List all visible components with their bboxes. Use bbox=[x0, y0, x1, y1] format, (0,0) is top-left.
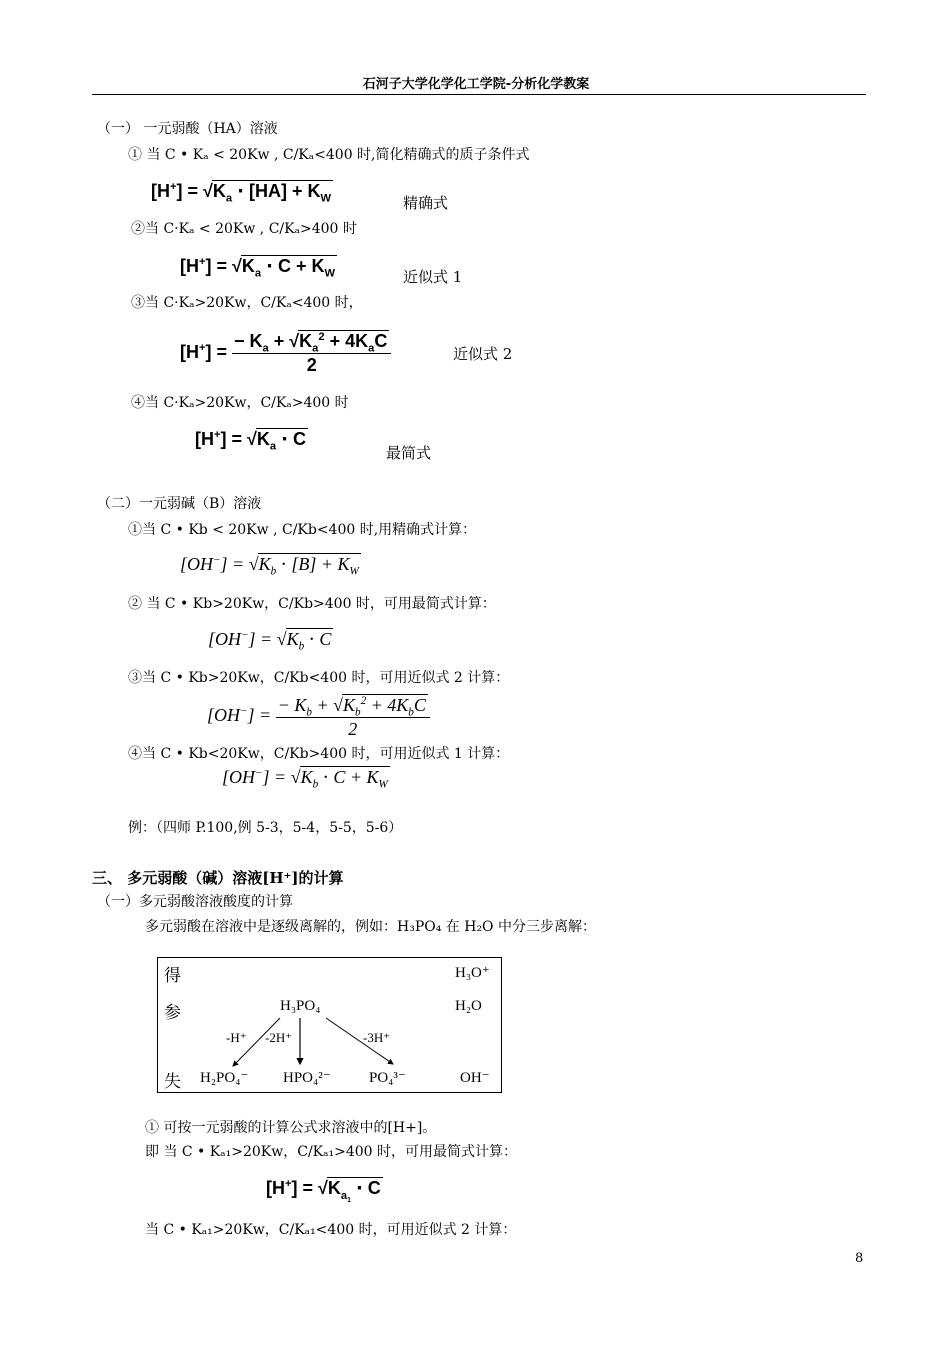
formula-base-approx2: [OH−] = $\frac{- K_b + √K_b^2 + 4K_bC}{2}$ bbox=[207, 694, 430, 740]
formula-acid-approx1: $[H^+] = √K_a \cdot C + K_W$ bbox=[180, 256, 336, 280]
sec3-point-3: 当 C • Kₐ₁>20Kᴡ，C/Kₐ₁<400 时，可用近似式 2 计算： bbox=[145, 1222, 517, 1238]
page-header: 石河子大学化学化工学院-分析化学教案 bbox=[362, 77, 590, 92]
sec3-subheading: （一）多元弱酸溶液酸度的计算 bbox=[97, 894, 293, 910]
formula-acid-approx2-label: 近似式 2 bbox=[453, 345, 513, 363]
box-h3o: H₃O⁺ bbox=[455, 965, 490, 981]
sec2-condition-1: ①当 C • Kb < 20Kᴡ , C/Kb<400 时,用精确式计算： bbox=[128, 522, 477, 538]
formula-base-simplest: $[OH^-] = √K_b \cdot C$ bbox=[208, 629, 332, 653]
header-rule bbox=[92, 94, 866, 95]
box-hpo4: HPO₄²⁻ bbox=[283, 1070, 331, 1086]
sec2-condition-4: ④当 C • Kb<20Kw，C/Kb>400 时，可用近似式 1 计算： bbox=[128, 746, 510, 762]
sec1-condition-1: ① 当 C • Kₐ < 20Kᴡ , C/Kₐ<400 时,简化精确式的质子条件式 bbox=[128, 147, 530, 163]
page-number: 8 bbox=[855, 1251, 864, 1266]
formula-acid-exact: $[H^+] = √K_a \cdot [HA] + K_W$ bbox=[151, 181, 331, 205]
box-h2po4: H₂PO₄⁻ bbox=[200, 1070, 249, 1086]
box-reference-label: 参 bbox=[164, 1003, 181, 1022]
proton-condition-diagram bbox=[157, 957, 502, 1093]
sec1-condition-3: ③当 C·Kₐ>20Kᴡ，C/Kₐ<400 时， bbox=[131, 295, 363, 311]
sec3-intro: 多元弱酸在溶液中是逐级离解的，例如：H₃PO₄ 在 H₂O 中分三步离解： bbox=[145, 919, 596, 935]
box-h3po4: H₃PO₄ bbox=[280, 998, 321, 1014]
formula-acid-simplest: $[H^+] = √K_a \cdot C$ bbox=[195, 429, 306, 453]
formula-base-approx1: $[OH^-] = √K_b \cdot C + K_W$ bbox=[222, 767, 388, 791]
box-arrow-2-label: -2H⁺ bbox=[265, 1030, 293, 1045]
sec2-example: 例：（四师 P.100,例 5-3，5-4，5-5，5-6） bbox=[128, 820, 403, 836]
sec3-title: 三、 多元弱酸（碱）溶液[H⁺]的计算 bbox=[92, 869, 344, 887]
formula-acid-approx1-label: 近似式 1 bbox=[403, 268, 463, 286]
box-lose-label: 失 bbox=[164, 1072, 181, 1091]
box-oh: OH⁻ bbox=[460, 1070, 490, 1086]
box-h2o: H₂O bbox=[455, 998, 482, 1014]
sec2-heading: （二）一元弱碱（B）溶液 bbox=[97, 496, 262, 512]
sec1-condition-2: ②当 C·Kₐ < 20Kᴡ , C/Kₐ>400 时 bbox=[131, 221, 357, 237]
box-arrow-1-label: -H⁺ bbox=[226, 1030, 247, 1045]
formula-acid-approx2: [H+] = $\frac{- K_a + √K_a^2 + 4K_aC}{2}$ bbox=[180, 330, 391, 376]
sec3-point-2: 即 当 C • Kₐ₁>20Kᴡ，C/Kₐ₁>400 时，可用最简式计算： bbox=[145, 1144, 518, 1160]
sec1-condition-4: ④当 C·Kₐ>20Kᴡ，C/Kₐ>400 时 bbox=[131, 395, 349, 411]
sec1-heading: （一） 一元弱酸（HA）溶液 bbox=[97, 121, 278, 137]
box-po4: PO₄³⁻ bbox=[369, 1070, 406, 1086]
sec2-condition-2: ② 当 C • Kb>20Kw，C/Kb>400 时，可用最简式计算： bbox=[128, 596, 496, 612]
formula-base-exact: $[OH^-] = √K_b \cdot [B] + K_W$ bbox=[180, 554, 359, 578]
box-arrow-3-label: -3H⁺ bbox=[363, 1030, 391, 1045]
formula-acid-simplest-label: 最简式 bbox=[386, 444, 432, 462]
sec3-point-1: ① 可按一元弱酸的计算公式求溶液中的[H+]。 bbox=[145, 1120, 437, 1136]
box-gain-label: 得 bbox=[164, 966, 181, 985]
formula-acid-exact-label: 精确式 bbox=[403, 194, 449, 212]
sec2-condition-3: ③当 C • Kb>20Kw，C/Kb<400 时，可用近似式 2 计算： bbox=[128, 670, 510, 686]
formula-polyprotic-simplest: $[H^+] = √K_{a_1} \cdot C$ bbox=[266, 1178, 381, 1204]
